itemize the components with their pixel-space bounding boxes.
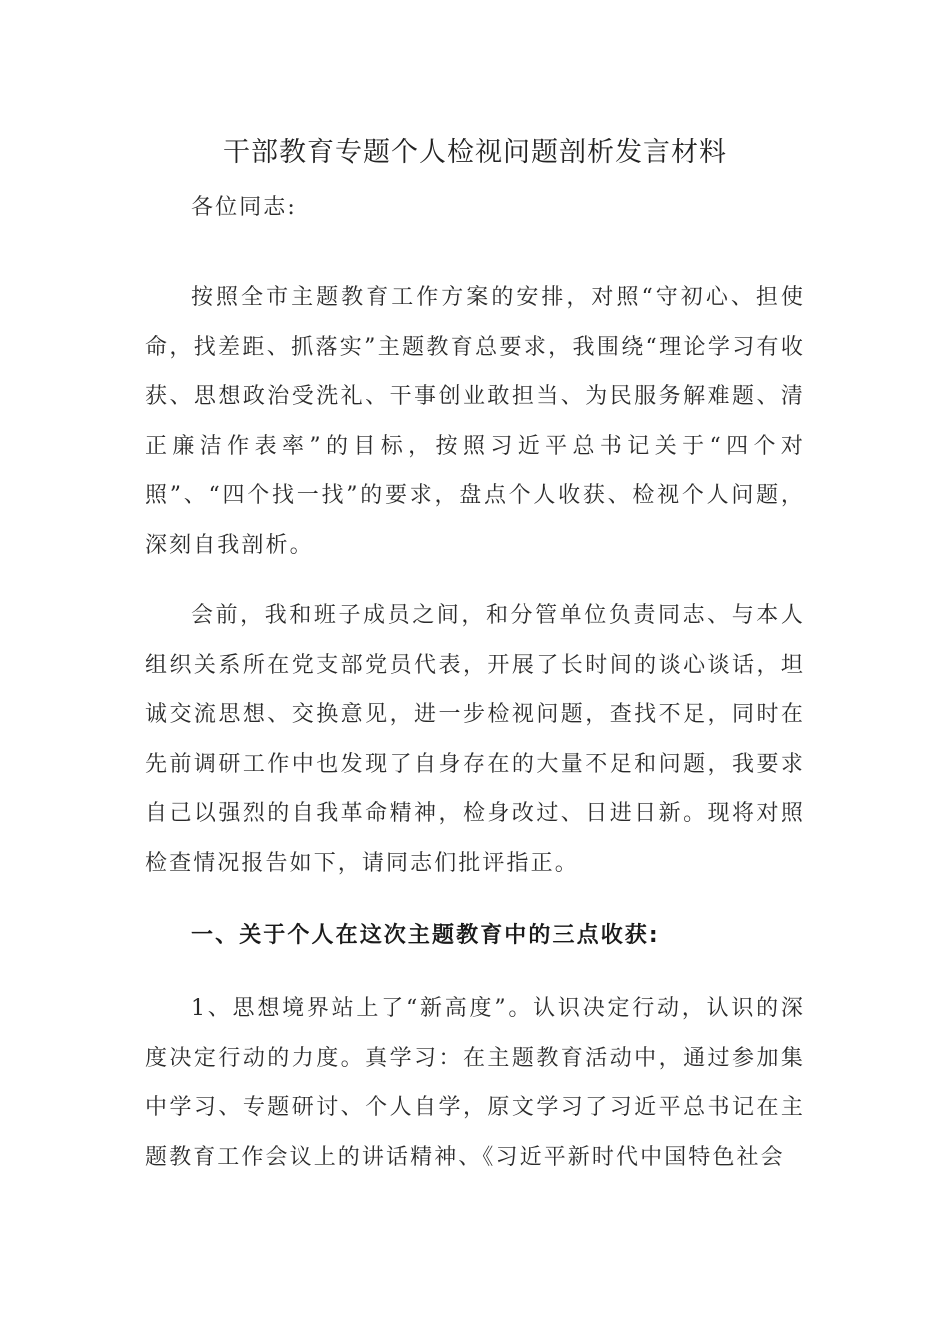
document-title: 干部教育专题个人检视问题剖析发言材料: [223, 137, 727, 168]
paragraph-preparation: 会前，我和班子成员之间，和分管单位负责同志、与本人组织关系所在党支部党员代表，开展了长时间的谈心谈话，坦诚交流思想、交换意见，进一步检视问题，查找不足，同时在先前调研工作中也发现了自身存在的大量不足和问题，我要求自己以强烈的自我革命精神，检身改过、日进日新。现将对照检查情况报告如下，请同志们批评指正。: [145, 603, 805, 876]
greeting: 各位同志:: [191, 195, 297, 220]
section-paragraph: 1、思想境界站上了“新高度”。认识决定行动，认识的深度决定行动的力度。真学习：在主题教育活动中，通过参加集中学习、专题研讨、个人自学，原文学习了习近平总书记在主题教育工作会议上的讲话精神、《习近平新时代中国特色社会: [145, 996, 805, 1170]
paragraph-intro: 按照全市主题教育工作方案的安排，对照“守初心、担使命，找差距、抓落实”主题教育总要求，我围绕“理论学习有收获、思想政治受洗礼、干事创业敢担当、为民服务解难题、清正廉洁作表率”的目标，按照习近平总书记关于“四个对照”、“四个找一找”的要求，盘点个人收获、检视个人问题，深刻自我剖析。: [145, 285, 805, 558]
section-heading: 一、关于个人在这次主题教育中的三点收获:: [191, 923, 660, 948]
